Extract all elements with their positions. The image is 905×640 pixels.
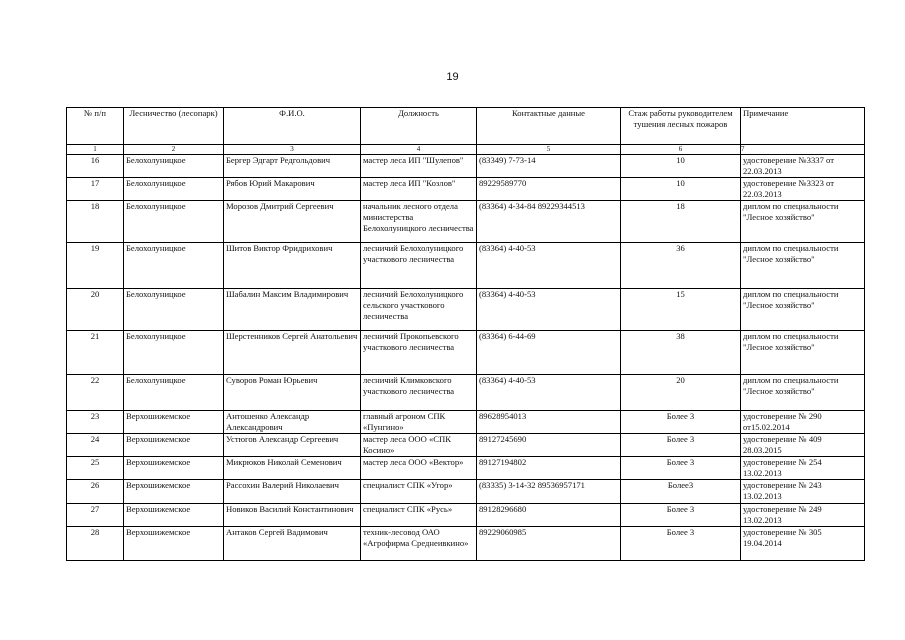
cell-full-name: Морозов Дмитрий Сергеевич xyxy=(224,201,361,243)
cell-forestry: Белохолуницкое xyxy=(124,375,224,411)
cell-contacts: 89128296680 xyxy=(477,504,621,527)
cell-number: 20 xyxy=(67,289,124,331)
cell-position: лесничий Белохолуницкого сельского участкового лесничества xyxy=(361,289,477,331)
cell-experience: 36 xyxy=(621,243,741,289)
cell-full-name: Антаков Сергей Вадимович xyxy=(224,527,361,561)
table-row xyxy=(67,243,865,289)
cell-note: удостоверение № 254 13.02.2013 xyxy=(741,457,865,480)
cell-position: лесничий Прокопьевского участкового лесничества xyxy=(361,331,477,375)
cell-forestry: Верхошижемское xyxy=(124,504,224,527)
cell-number: 16 xyxy=(67,155,124,178)
cell-position: лесничий Климковского участкового лесничества xyxy=(361,375,477,411)
cell-experience: 15 xyxy=(621,289,741,331)
cell-experience: Более3 xyxy=(621,480,741,504)
cell-position: мастер леса ИП "Козлов" xyxy=(361,178,477,201)
column-number: 3 xyxy=(224,145,361,155)
cell-forestry: Верхошижемское xyxy=(124,457,224,480)
cell-full-name: Бергер Эдгарт Редгольдович xyxy=(224,155,361,178)
cell-full-name: Рассохин Валерий Николаевич xyxy=(224,480,361,504)
cell-contacts: 89127245690 xyxy=(477,434,621,457)
cell-experience: Более 3 xyxy=(621,504,741,527)
cell-forestry: Верхошижемское xyxy=(124,480,224,504)
cell-position: специалист СПК «Русь» xyxy=(361,504,477,527)
table-body xyxy=(67,155,865,561)
cell-number: 25 xyxy=(67,457,124,480)
column-number: 1 xyxy=(67,145,124,155)
cell-forestry: Белохолуницкое xyxy=(124,331,224,375)
table-row xyxy=(67,178,865,201)
cell-number: 24 xyxy=(67,434,124,457)
page-number: 19 xyxy=(446,71,459,83)
cell-number: 21 xyxy=(67,331,124,375)
cell-experience: Более 3 xyxy=(621,527,741,561)
cell-contacts: (83364) 4-40-53 xyxy=(477,289,621,331)
cell-note: диплом по специальности "Лесное хозяйство" xyxy=(741,289,865,331)
cell-number: 26 xyxy=(67,480,124,504)
cell-contacts: 89127194802 xyxy=(477,457,621,480)
cell-contacts: (83364) 4-34-84 89229344513 xyxy=(477,201,621,243)
cell-note: диплом по специальности "Лесное хозяйство" xyxy=(741,201,865,243)
cell-contacts: (83364) 4-40-53 xyxy=(477,375,621,411)
cell-forestry: Белохолуницкое xyxy=(124,201,224,243)
cell-number: 28 xyxy=(67,527,124,561)
cell-number: 18 xyxy=(67,201,124,243)
cell-contacts: 89229060985 xyxy=(477,527,621,561)
cell-number: 22 xyxy=(67,375,124,411)
table-row xyxy=(67,155,865,178)
cell-note: удостоверение № 305 19.04.2014 xyxy=(741,527,865,561)
cell-note: удостоверение №3337 от 22.03.2013 xyxy=(741,155,865,178)
header-note: Примечание xyxy=(741,108,865,145)
cell-note: диплом по специальности "Лесное хозяйство" xyxy=(741,331,865,375)
header-experience: Стаж работы руководителем тушения лесных пожаров xyxy=(621,108,741,145)
cell-position: техник-лесовод ОАО «Агрофирма Среднеивкино» xyxy=(361,527,477,561)
table-row xyxy=(67,411,865,434)
header-contacts: Контактные данные xyxy=(477,108,621,145)
header-number: № п/п xyxy=(67,108,124,145)
table-header-row xyxy=(67,108,865,145)
column-number: 4 xyxy=(361,145,477,155)
table-row xyxy=(67,375,865,411)
table-row xyxy=(67,504,865,527)
cell-full-name: Устюгов Александр Сергеевич xyxy=(224,434,361,457)
cell-contacts: (83364) 6-44-69 xyxy=(477,331,621,375)
cell-experience: Более 3 xyxy=(621,411,741,434)
column-number: 6 xyxy=(621,145,741,155)
cell-experience: Более 3 xyxy=(621,434,741,457)
cell-forestry: Белохолуницкое xyxy=(124,243,224,289)
fire-leaders-table xyxy=(66,107,865,561)
cell-forestry: Верхошижемское xyxy=(124,434,224,457)
cell-note: удостоверение № 243 13.02.2013 xyxy=(741,480,865,504)
cell-number: 19 xyxy=(67,243,124,289)
table-row xyxy=(67,457,865,480)
table-row xyxy=(67,434,865,457)
table-row xyxy=(67,201,865,243)
header-forestry: Лесничество (лесопарк) xyxy=(124,108,224,145)
cell-position: мастер леса ООО «Вектор» xyxy=(361,457,477,480)
cell-forestry: Верхошижемское xyxy=(124,411,224,434)
column-number: 7 xyxy=(741,145,865,155)
cell-experience: 10 xyxy=(621,178,741,201)
cell-note: удостоверение №3323 от 22.03.2013 xyxy=(741,178,865,201)
cell-position: лесничий Белохолуницкого участкового лесничества xyxy=(361,243,477,289)
cell-experience: 38 xyxy=(621,331,741,375)
cell-contacts: 89229589770 xyxy=(477,178,621,201)
column-number-row xyxy=(67,145,865,155)
cell-position: специалист СПК «Угор» xyxy=(361,480,477,504)
cell-position: мастер леса ООО «СПК Косино» xyxy=(361,434,477,457)
cell-number: 23 xyxy=(67,411,124,434)
cell-full-name: Антошенко Александр Александрович xyxy=(224,411,361,434)
cell-full-name: Рябов Юрий Макарович xyxy=(224,178,361,201)
cell-experience: 18 xyxy=(621,201,741,243)
cell-experience: 10 xyxy=(621,155,741,178)
table-row xyxy=(67,331,865,375)
cell-contacts: (83335) 3-14-32 89536957171 xyxy=(477,480,621,504)
cell-forestry: Белохолуницкое xyxy=(124,155,224,178)
header-position: Должность xyxy=(361,108,477,145)
cell-contacts: (83349) 7-73-14 xyxy=(477,155,621,178)
cell-note: удостоверение № 290 от15.02.2014 xyxy=(741,411,865,434)
table-row xyxy=(67,480,865,504)
cell-experience: Более 3 xyxy=(621,457,741,480)
cell-note: удостоверение № 409 28.03.2015 xyxy=(741,434,865,457)
cell-note: диплом по специальности "Лесное хозяйство" xyxy=(741,375,865,411)
column-number: 5 xyxy=(477,145,621,155)
cell-full-name: Шерстенников Сергей Анатольевич xyxy=(224,331,361,375)
cell-forestry: Верхошижемское xyxy=(124,527,224,561)
cell-full-name: Микрюков Николай Семенович xyxy=(224,457,361,480)
cell-contacts: 89628954013 xyxy=(477,411,621,434)
cell-full-name: Шабалин Максим Владимирович xyxy=(224,289,361,331)
cell-position: главный агроном СПК «Пунгино» xyxy=(361,411,477,434)
cell-note: удостоверение № 249 13.02.2013 xyxy=(741,504,865,527)
cell-number: 27 xyxy=(67,504,124,527)
table-row xyxy=(67,527,865,561)
cell-full-name: Шитов Виктор Фридрихович xyxy=(224,243,361,289)
cell-forestry: Белохолуницкое xyxy=(124,178,224,201)
column-number: 2 xyxy=(124,145,224,155)
header-full-name: Ф.И.О. xyxy=(224,108,361,145)
table-row xyxy=(67,289,865,331)
cell-full-name: Новиков Василий Константинович xyxy=(224,504,361,527)
cell-full-name: Суворов Роман Юрьевич xyxy=(224,375,361,411)
cell-contacts: (83364) 4-40-53 xyxy=(477,243,621,289)
cell-position: начальник лесного отдела министерства Белохолуницкого лесничества xyxy=(361,201,477,243)
cell-forestry: Белохолуницкое xyxy=(124,289,224,331)
cell-note: диплом по специальности "Лесное хозяйство" xyxy=(741,243,865,289)
cell-position: мастер леса ИП "Шулепов" xyxy=(361,155,477,178)
cell-number: 17 xyxy=(67,178,124,201)
cell-experience: 20 xyxy=(621,375,741,411)
